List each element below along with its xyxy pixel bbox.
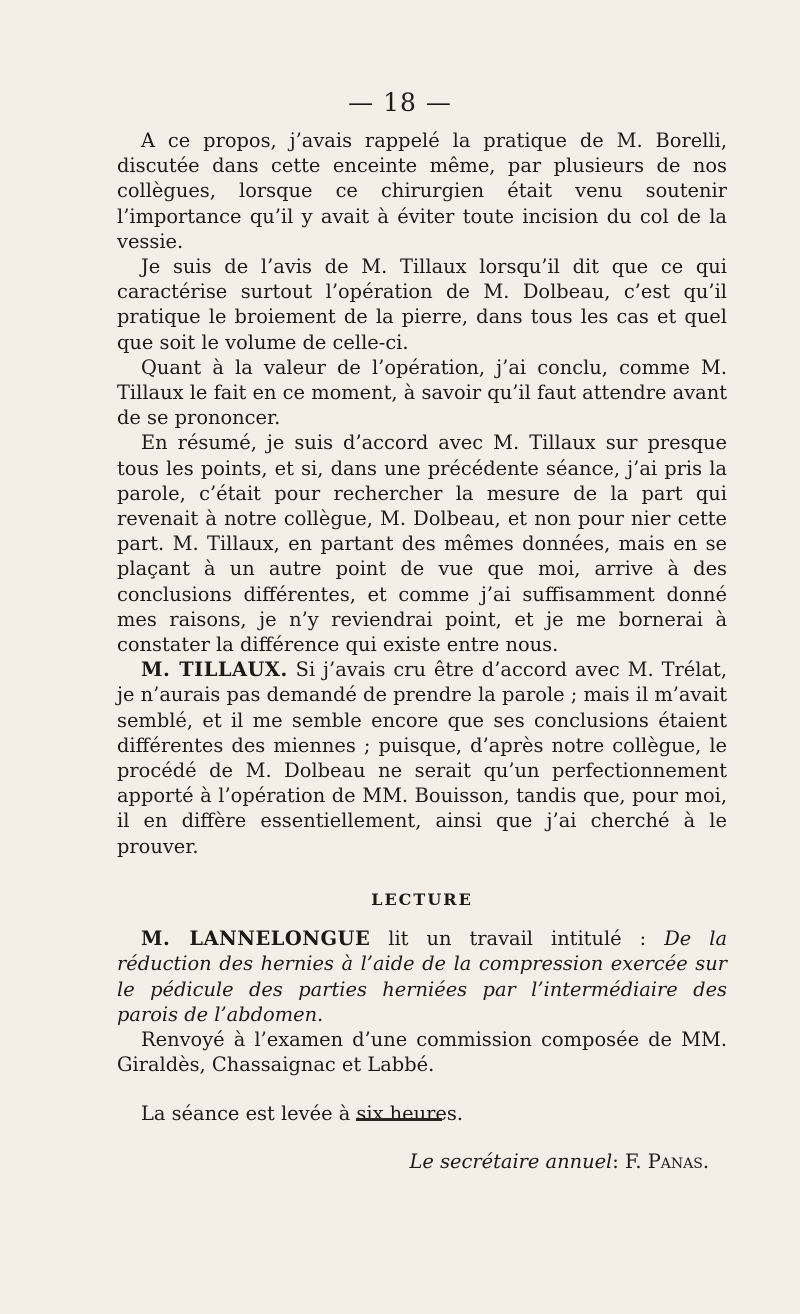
spacer [117, 1127, 727, 1149]
signature-role: Le secrétaire annuel [409, 1149, 613, 1173]
spacer [117, 1077, 727, 1101]
signature-name: : F. Panas. [612, 1149, 709, 1173]
tillaux-text: Si j’avais cru être d’accord avec M. Trélat, je n’aurais pas demandé de prendre la parole ; mais il m’avait semblé, et il me semble encore que ses conclusions étaient différentes des miennes ; puisque, d’après notre collègue, le procédé de M. Dolbeau ne serait qu’un perfectionnement apporté à l’opération de MM. Bouisson, tandis que, pour moi, il en diffère essentiellement, ainsi que j’ai cherché à le prouver. [117, 658, 728, 858]
spacer [117, 859, 727, 887]
signature [117, 1149, 727, 1174]
page-number: — 18 — [348, 88, 452, 117]
closing-line: La séance est levée à six heures. [141, 1102, 463, 1126]
paragraph-renvoye: Renvoyé à l’examen d’une commission composée de MM. Giraldès, Chassaignac et Labbé. [117, 1027, 727, 1077]
lecture-title: De la réduction des hernies à l’aide de la compression exercée sur le pédicule des parties herniées par l’intermédiaire des parois de l’abdomen. [117, 927, 727, 1026]
end-rule [356, 1118, 442, 1121]
spacer [117, 912, 727, 926]
section-heading-lecture: LECTURE [371, 889, 473, 909]
lecture-intro: lit un travail intitulé : [388, 927, 647, 951]
paragraph-avis: Je suis de l’avis de M. Tillaux lorsqu’il dit que ce qui caractérise surtout l’opération de M. Dolbeau, c’est qu’il pratique le broiement de la pierre, dans tous les cas et quel que soit le volume de celle-ci. [117, 255, 727, 354]
speaker-tillaux: M. TILLAUX. [141, 658, 288, 682]
paragraph-valeur: Quant à la valeur de l’opération, j’ai conclu, comme M. Tillaux le fait en ce moment, à savoir qu’il faut attendre avant de se prononcer. [117, 355, 727, 430]
speaker-lannelongue: M. LANNELONGUE [141, 927, 371, 951]
text-column [117, 128, 727, 1174]
paragraph-lannelongue [117, 926, 727, 1027]
paragraph-borelli: A ce propos, j’avais rappelé la pratique de M. Borelli, discutée dans cette enceinte même, par plusieurs de nos collègues, lorsque ce chirurgien était venu soutenir l’importance qu’il y avait à éviter toute incision du col de la vessie. [117, 129, 727, 253]
paragraph-tillaux [117, 657, 727, 859]
paragraph-resume: En résumé, je suis d’accord avec M. Tillaux sur presque tous les points, et si, dans une précédente séance, j’ai pris la parole, c’était pour rechercher la mesure de la part qui revenait à notre collègue, M. Dolbeau, et non pour nier cette part. M. Tillaux, en partant des mêmes données, mais en se plaçant à un autre point de vue que moi, arrive à des conclusions différentes, et comme j’ai suffisamment donné mes raisons, je n’y reviendrai point, et je me bornerai à constater la différence qui existe entre nous. [117, 431, 727, 657]
